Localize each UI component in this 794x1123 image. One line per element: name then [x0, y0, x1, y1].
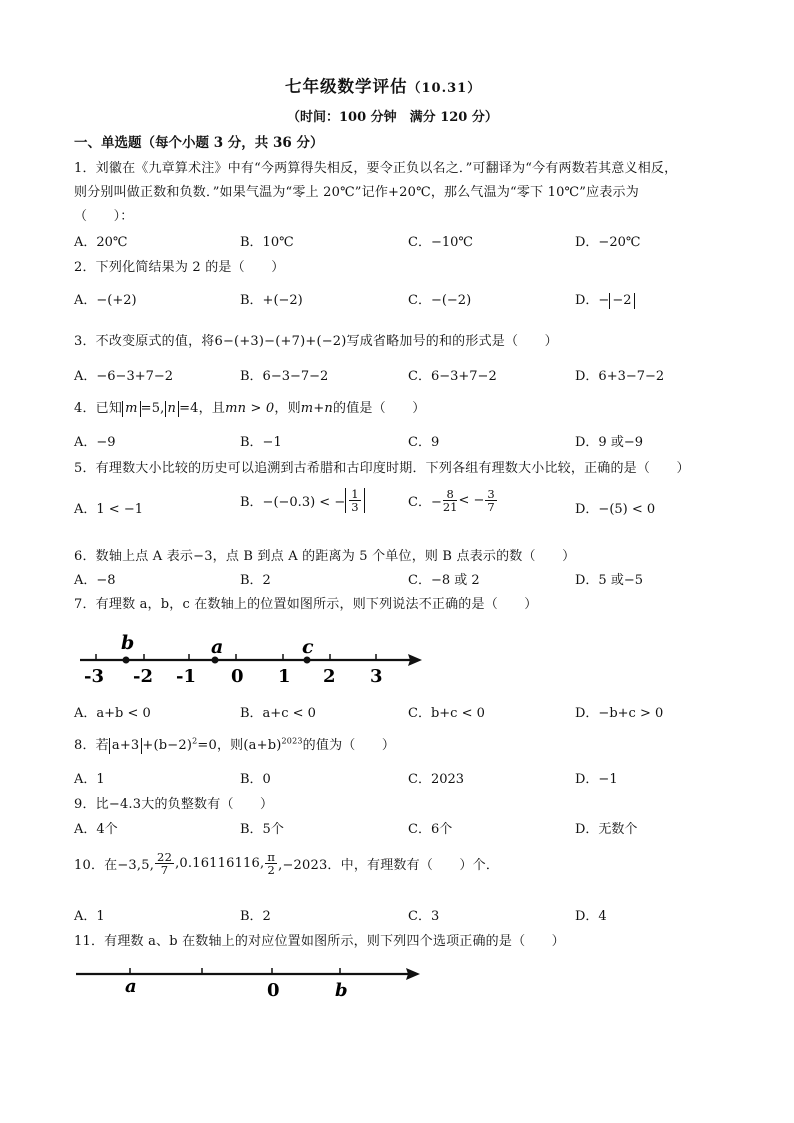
q10-f2-den: 2	[267, 863, 275, 878]
q5-c-fraction1	[443, 488, 458, 513]
title-date: （10.31）	[407, 81, 482, 96]
q8-option-b[interactable]: B．0	[240, 772, 271, 787]
q8-pow-base: (a+b)	[243, 738, 282, 753]
q5-option-c[interactable]	[408, 488, 498, 513]
q11-label-b: b	[335, 980, 348, 1001]
q1-option-b[interactable]: B．10℃	[240, 235, 294, 250]
q4-option-b[interactable]: B．−1	[240, 435, 282, 450]
q5-c-den1: 21	[442, 500, 458, 515]
q6-option-d[interactable]: D．5 或−5	[575, 573, 643, 588]
q7-label-c: c	[302, 636, 314, 658]
q4-stem-b: ，则	[274, 401, 301, 416]
q10-fraction2	[265, 851, 277, 876]
q5-b-prefix: B．−(−0.3) < −	[240, 495, 346, 511]
q8-stem-a: 8．若	[74, 738, 109, 753]
q7-tick-label-m2: -2	[133, 666, 153, 687]
page-title	[285, 73, 481, 97]
q5-c-prefix: C．−	[408, 495, 442, 511]
q5-option-d[interactable]: D．−(5) < 0	[575, 502, 656, 517]
q4-m: m	[125, 401, 138, 416]
q6-stem: 6．数轴上点 A 表示−3，点 B 到点 A 的距离为 5 个单位，则 B 点表示的数（ ）	[74, 549, 576, 564]
q2-option-c[interactable]: C．−(−2)	[408, 293, 472, 308]
q8-option-a[interactable]: A．1	[74, 772, 105, 787]
q10-stem	[74, 851, 499, 876]
q5-b-den: 3	[351, 500, 359, 515]
q8-stem	[74, 734, 395, 754]
q4-stem-a: 4．已知	[74, 401, 123, 416]
q1-line2: 则分别叫做正数和负数．”如果气温为“零上 20℃”记作+20℃，那么气温为“零下 10℃”应表示为	[74, 185, 639, 200]
q9-option-b[interactable]: B．5个	[240, 822, 284, 837]
q9-option-c[interactable]: C．6个	[408, 822, 453, 837]
q1-option-d[interactable]: D．−20℃	[575, 235, 641, 250]
q7-stem: 7．有理数 a，b，c 在数轴上的位置如图所示，则下列说法不正确的是（ ）	[74, 597, 538, 612]
q11-stem: 11．有理数 a、b 在数轴上的对应位置如图所示，则下列四个选项正确的是（ ）	[74, 934, 565, 949]
q1-option-c[interactable]: C．−10℃	[408, 235, 473, 250]
q2-option-a[interactable]: A．−(+2)	[74, 293, 137, 308]
q7-point-b	[123, 657, 130, 664]
q10-option-a[interactable]: A．1	[74, 909, 105, 924]
page-subtitle: （时间：100 分钟 满分 120 分）	[287, 110, 498, 125]
q5-c-num1: 8	[443, 488, 458, 501]
q10-stem-a: 10．在−3,5,	[74, 858, 155, 874]
q2-option-b[interactable]: B．+(−2)	[240, 293, 303, 308]
q4-stem	[74, 397, 425, 417]
q3-option-a[interactable]: A．−6−3+7−2	[74, 369, 174, 384]
q2-option-d[interactable]	[575, 289, 635, 309]
q4-option-c[interactable]: C．9	[408, 435, 440, 450]
q11-label-0: 0	[267, 980, 280, 1001]
q11-axis-arrow	[406, 968, 420, 980]
q4-eq2: =4，且	[179, 401, 226, 416]
q4-option-d[interactable]: D．9 或−9	[575, 435, 643, 450]
q7-option-b[interactable]: B．a+c < 0	[240, 706, 316, 721]
q4-eq1: =5,	[140, 401, 165, 416]
q6-option-c[interactable]: C．−8 或 2	[408, 573, 480, 588]
q7-tick-label-2: 2	[323, 666, 336, 687]
q4-stem-c: 的值是（ ）	[333, 401, 426, 416]
q10-stem-b: ,−2023．中，有理数有（ ）个．	[278, 858, 500, 874]
q10-mid: ,0.16116116,	[175, 856, 265, 872]
q5-c-fraction2	[485, 488, 496, 513]
q7-tick-labels	[84, 666, 383, 687]
q5-c-num2: 3	[487, 487, 495, 501]
q10-option-d[interactable]: D．4	[575, 909, 607, 924]
q5-option-b[interactable]	[240, 488, 365, 513]
q3-option-c[interactable]: C．6−3+7−2	[408, 369, 497, 384]
q7-tick-label-1: 1	[278, 666, 291, 687]
q10-f1-den: 7	[160, 863, 169, 878]
title-text: 七年级数学评估	[285, 77, 408, 96]
q3-option-d[interactable]: D．6+3−7−2	[575, 369, 665, 384]
q10-option-b[interactable]: B．2	[240, 909, 271, 924]
q3-expr: 6−(+3)−(+7)+(−2)	[214, 334, 347, 349]
q4-abs-n	[165, 401, 180, 417]
section-heading: 一、单选题（每个小题 3 分，共 36 分）	[74, 135, 324, 151]
q10-f2-num: π	[267, 850, 276, 864]
q7-option-a[interactable]: A．a+b < 0	[74, 706, 151, 721]
q11-label-a: a	[125, 976, 137, 997]
q4-sum: m+n	[300, 401, 333, 416]
q10-fraction1	[155, 851, 174, 876]
q4-option-a[interactable]: A．−9	[74, 435, 116, 450]
q4-cond: mn > 0	[225, 401, 275, 416]
q6-option-a[interactable]: A．−8	[74, 573, 116, 588]
q6-option-b[interactable]: B．2	[240, 573, 271, 588]
q10-f1-num: 22	[157, 850, 173, 864]
q8-square: 2	[192, 736, 198, 746]
q7-tick-label-m1: -1	[176, 666, 196, 687]
q8-eq: =0，则	[197, 738, 244, 753]
q2-d-prefix: D．−	[575, 293, 610, 308]
q3-stem-a: 3．不改变原式的值，将	[74, 334, 215, 349]
q1-line1: 1．刘徽在《九章算术注》中有“今两算得失相反，要令正负以名之．”可翻译为“今有两数若其意义相反，	[74, 161, 678, 176]
q2-d-abs: −2	[609, 293, 634, 309]
q3-stem	[74, 330, 558, 349]
q8-option-d[interactable]: D．−1	[575, 772, 618, 787]
q4-abs-m	[122, 401, 141, 417]
q5-b-abs	[345, 488, 364, 513]
q5-c-den2: 7	[487, 500, 495, 515]
q7-option-d[interactable]: D．−b+c > 0	[575, 706, 664, 721]
q7-option-c[interactable]: C．b+c < 0	[408, 706, 485, 721]
q3-stem-b: 写成省略加号的和的形式是（ ）	[346, 334, 558, 349]
q1-option-a[interactable]: A．20℃	[74, 235, 128, 250]
q8-pow-exp: 2023	[281, 736, 303, 746]
q7-label-b: b	[121, 632, 135, 654]
q5-b-fraction	[349, 488, 360, 513]
q11-number-line	[72, 958, 432, 1008]
q7-label-a: a	[211, 636, 224, 658]
q4-n: n	[167, 401, 177, 416]
q10-option-c[interactable]: C．3	[408, 909, 440, 924]
q9-option-d[interactable]: D．无数个	[575, 822, 638, 837]
q8-mid: +(b−2)	[142, 738, 193, 753]
q5-stem: 5．有理数大小比较的历史可以追溯到古希腊和古印度时期．下列各组有理数大小比较，正确的是（ ）	[74, 461, 690, 476]
q3-option-b[interactable]: B．6−3−7−2	[240, 369, 329, 384]
q7-tick-label-0: 0	[231, 666, 244, 687]
q7-number-line	[76, 620, 436, 690]
q2-stem: 2．下列化简结果为 2 的是（ ）	[74, 260, 285, 275]
q5-option-a[interactable]: A．1 < −1	[74, 502, 143, 517]
q8-abs: a+3	[109, 738, 143, 754]
q1-line3: （ ）：	[74, 209, 134, 224]
q9-stem: 9．比−4.3大的负整数有（ ）	[74, 797, 274, 812]
q5-b-num: 1	[351, 487, 359, 501]
q7-tick-label-m3: -3	[84, 666, 104, 687]
q5-c-mid: < −	[458, 493, 485, 509]
q8-stem-b: 的值为（ ）	[302, 738, 396, 753]
q7-tick-label-3: 3	[370, 666, 383, 687]
q9-option-a[interactable]: A．4个	[74, 822, 118, 837]
q7-axis-arrow	[408, 654, 422, 666]
q8-option-c[interactable]: C．2023	[408, 772, 465, 787]
